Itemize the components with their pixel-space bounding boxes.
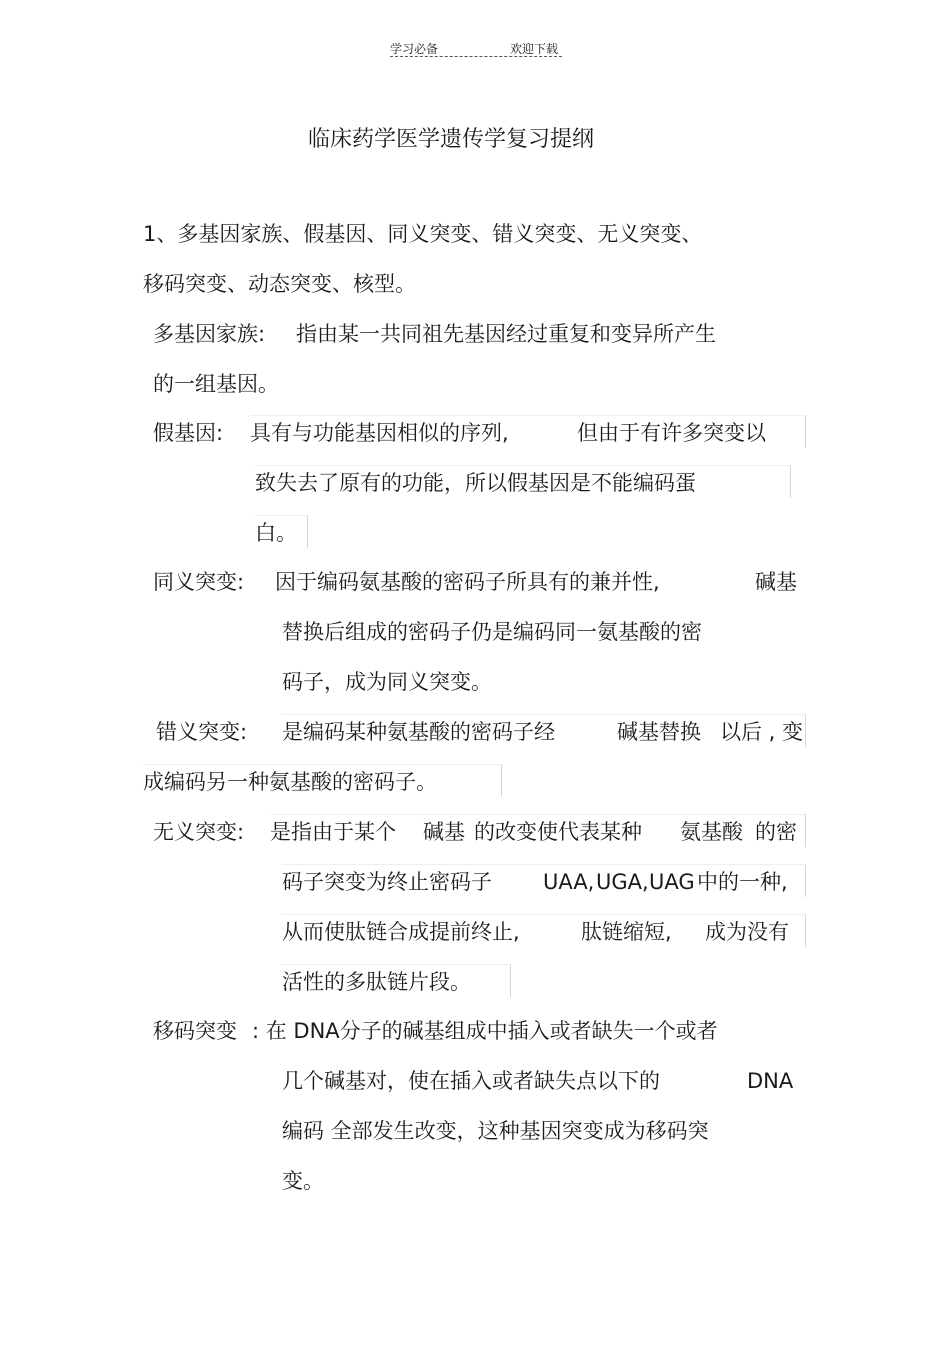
nonsense-text-2d: UAG [649, 870, 695, 894]
frameshift-text-3: 编码 全部发生改变，这种基因突变成为移码突 [282, 1119, 709, 1143]
nonsense-text-4: 活性的多肽链片段。 [282, 970, 471, 994]
pseudogene-text-3: 白。 [255, 521, 297, 545]
frameshift-text-2b: DNA [747, 1069, 794, 1093]
missense-text-2: 成编码另一种氨基酸的密码子。 [143, 770, 437, 794]
pseudogene-text-2: 致失去了原有的功能，所以假基因是不能编码蛋 [255, 471, 696, 495]
page-header [390, 40, 562, 57]
nonsense-text-2e: 中的一种, [697, 870, 788, 894]
frameshift-text-4: 变。 [282, 1169, 324, 1193]
frameshift-text-2a: 几个碱基对，使在插入或者缺失点以下的 [282, 1069, 660, 1093]
nonsense-text-3b: 肽链缩短, [581, 920, 672, 944]
nonsense-text-2b: UAA, [543, 870, 595, 894]
nonsense-text-1e: 的密 [755, 820, 797, 844]
pseudogene-label: 假基因: [153, 421, 224, 445]
nonsense-text-1d: 氨基酸 [680, 820, 743, 844]
multigene-label: 多基因家族: [153, 322, 266, 346]
document-title: 临床药学医学遗传学复习提纲 [308, 127, 595, 152]
nonsense-text-3a: 从而使肽链合成提前终止, [282, 920, 520, 944]
synonymous-text-2: 替换后组成的密码子仍是编码同一氨基酸的密 [282, 620, 702, 644]
synonymous-text-1a: 因于编码氨基酸的密码子所具有的兼并性, [275, 570, 660, 594]
nonsense-text-1b: 碱基 [423, 820, 465, 844]
pseudogene-text-1b: 但由于有许多突变以 [577, 421, 766, 445]
pseudogene-text-1a: 具有与功能基因相似的序列, [250, 421, 509, 445]
nonsense-text-1c: 的改变使代表某种 [474, 820, 642, 844]
nonsense-text-2a: 码子突变为终止密码子 [282, 870, 492, 894]
missense-text-1b: 碱基替换 [617, 720, 701, 744]
nonsense-text-3c: 成为没有 [705, 920, 789, 944]
missense-text-1a: 是编码某种氨基酸的密码子经 [282, 720, 555, 744]
header-left: 学习必备 [390, 42, 439, 56]
synonymous-text-1b: 碱基 [755, 570, 797, 594]
question-1-line-1: 1、多基因家族、假基因、同义突变、错义突变、无义突变、 [143, 222, 703, 246]
synonymous-label: 同义突变: [153, 570, 245, 594]
nonsense-text-2c: UGA, [596, 870, 649, 894]
frameshift-text-1: : 在 DNA分子的碱基组成中插入或者缺失一个或者 [252, 1019, 718, 1043]
multigene-text-2: 的一组基因。 [153, 372, 279, 396]
question-1-line-2: 移码突变、动态突变、核型。 [143, 272, 416, 296]
missense-text-1c: 以后 , 变 [720, 720, 804, 744]
header-right: 欢迎下载 [510, 42, 559, 56]
nonsense-text-1a: 是指由于某个 [270, 820, 396, 844]
multigene-text-1: 指由某一共同祖先基因经过重复和变异所产生 [296, 322, 716, 346]
missense-label: 错义突变: [156, 720, 248, 744]
synonymous-text-3: 码子，成为同义突变。 [282, 670, 492, 694]
nonsense-label: 无义突变: [153, 820, 245, 844]
frameshift-label: 移码突变 [153, 1019, 237, 1043]
